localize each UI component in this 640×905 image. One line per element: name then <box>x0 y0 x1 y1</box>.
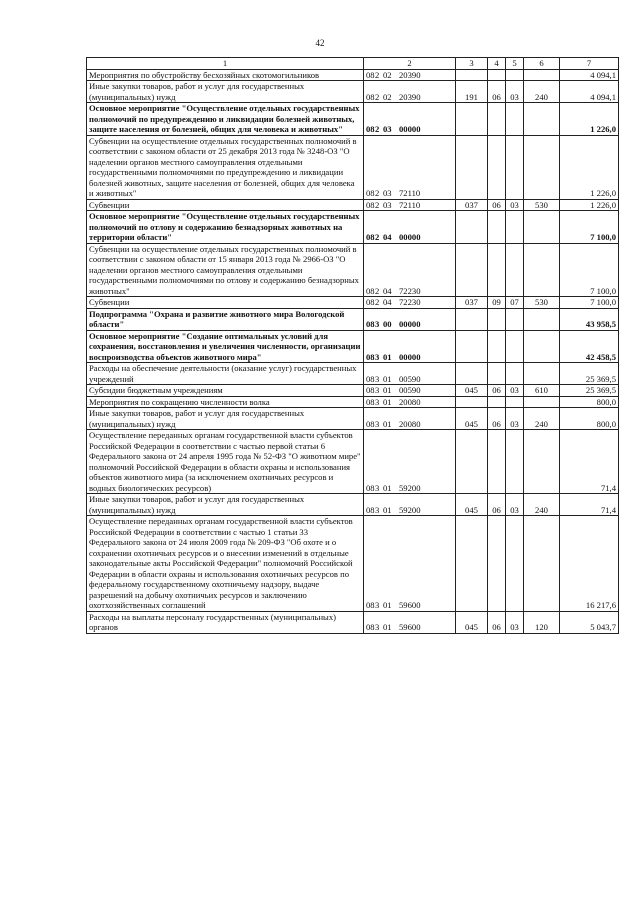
column-header: 5 <box>506 58 524 70</box>
row-code <box>364 211 456 244</box>
row-col5: 03 <box>506 385 524 397</box>
column-header: 6 <box>524 58 560 70</box>
code-part: 01 <box>383 622 392 632</box>
row-col3 <box>456 211 488 244</box>
row-col3 <box>456 430 488 494</box>
code-part: 00590 <box>399 373 421 384</box>
code-part: 01 <box>383 418 392 429</box>
code-part: 72230 <box>399 285 421 296</box>
row-name: Субвенции <box>87 297 364 309</box>
code-part: 2 <box>375 91 380 102</box>
row-col6 <box>524 430 560 494</box>
code-part: 3 <box>375 319 380 329</box>
code-part: 08 <box>366 418 375 429</box>
code-part: 3 <box>375 504 380 515</box>
row-col3 <box>456 135 488 199</box>
row-name: Основное мероприятие "Осуществление отдельных государственных полномочий по предупреждению и ликвидации болезней животных, защите населения от болезней, общих для человека и животных" <box>87 103 364 136</box>
row-name: Мероприятия по обустройству бесхозяйных скотомогильников <box>87 69 364 81</box>
column-header: 1 <box>87 58 364 70</box>
table-row <box>87 135 619 199</box>
row-col4 <box>488 430 506 494</box>
row-col3 <box>456 396 488 408</box>
code-part: 08 <box>366 124 375 134</box>
row-col3 <box>456 308 488 330</box>
row-col6: 240 <box>524 81 560 103</box>
row-col4: 06 <box>488 81 506 103</box>
row-amount: 1 226,0 <box>560 135 619 199</box>
row-col3 <box>456 69 488 81</box>
row-code <box>364 330 456 363</box>
row-col3 <box>456 516 488 612</box>
code-part: 2 <box>375 69 380 80</box>
row-col5: 03 <box>506 199 524 211</box>
row-col3 <box>456 363 488 385</box>
row-col6 <box>524 363 560 385</box>
code-part: 03 <box>383 199 392 210</box>
row-col3 <box>456 103 488 136</box>
code-part: 01 <box>383 351 392 362</box>
row-col4 <box>488 69 506 81</box>
code-part: 08 <box>366 622 375 632</box>
row-col3 <box>456 243 488 297</box>
table-row <box>87 211 619 244</box>
code-part: 08 <box>366 482 375 493</box>
code-part: 01 <box>383 373 392 384</box>
code-part: 03 <box>383 188 392 198</box>
row-code <box>364 611 456 633</box>
column-header: 2 <box>364 58 456 70</box>
code-part: 01 <box>383 385 392 395</box>
row-name: Расходы на обеспечение деятельности (оказание услуг) государственных учреждений <box>87 363 364 385</box>
row-name: Субвенции на осуществление отдельных государственных полномочий в соответствии с законом области от 15 января 2013 года № 2966-ОЗ "О наделении органов местного самоуправления отдельными государственными полномочиями по отлову и содержанию безнадзорных животных" <box>87 243 364 297</box>
row-col5: 03 <box>506 611 524 633</box>
row-col4 <box>488 363 506 385</box>
row-code <box>364 81 456 103</box>
row-amount: 43 958,5 <box>560 308 619 330</box>
code-part: 59200 <box>399 482 421 493</box>
row-name: Подпрограмма "Охрана и развитие животного мира Вологодской области" <box>87 308 364 330</box>
code-part: 72110 <box>399 199 421 210</box>
code-part: 3 <box>375 482 380 493</box>
code-part: 08 <box>366 385 375 395</box>
row-col5 <box>506 396 524 408</box>
row-name: Иные закупки товаров, работ и услуг для государственных (муниципальных) нужд <box>87 494 364 516</box>
code-part: 3 <box>375 600 380 610</box>
code-part: 08 <box>366 232 375 242</box>
code-part: 08 <box>366 91 375 102</box>
code-part: 2 <box>375 124 380 134</box>
budget-table <box>86 57 619 634</box>
table-row <box>87 69 619 81</box>
row-name: Субвенции <box>87 199 364 211</box>
row-col5: 03 <box>506 408 524 430</box>
row-amount: 7 100,0 <box>560 243 619 297</box>
code-part: 20390 <box>399 69 421 80</box>
row-col5: 03 <box>506 494 524 516</box>
code-part: 3 <box>375 418 380 429</box>
row-col4: 06 <box>488 199 506 211</box>
row-col4: 06 <box>488 494 506 516</box>
table-row <box>87 430 619 494</box>
row-code <box>364 308 456 330</box>
row-col6 <box>524 135 560 199</box>
code-part: 01 <box>383 504 392 515</box>
row-code <box>364 199 456 211</box>
code-part: 59600 <box>399 622 421 632</box>
code-part: 20390 <box>399 91 421 102</box>
row-amount: 16 217,6 <box>560 516 619 612</box>
row-col6 <box>524 211 560 244</box>
code-part: 08 <box>366 188 375 198</box>
table-row <box>87 243 619 297</box>
row-col6: 240 <box>524 494 560 516</box>
column-header: 4 <box>488 58 506 70</box>
row-col5: 07 <box>506 297 524 309</box>
row-amount: 71,4 <box>560 494 619 516</box>
code-part: 03 <box>383 124 392 134</box>
code-part: 00 <box>383 319 392 329</box>
code-part: 04 <box>383 285 392 296</box>
row-col6: 530 <box>524 199 560 211</box>
column-header: 7 <box>560 58 619 70</box>
row-amount: 42 458,5 <box>560 330 619 363</box>
row-col6 <box>524 103 560 136</box>
row-col5 <box>506 103 524 136</box>
row-col6: 530 <box>524 297 560 309</box>
row-name: Субвенции на осуществление отдельных государственных полномочий в соответствии с законом области от 25 декабря 2013 года № 3248-ОЗ "О наделении органов местного самоуправления отдельными государственными полномочиями по предупреждению и ликвидации болезней животных, защите населения от болезней, общих для человека и животных" <box>87 135 364 199</box>
header-row <box>87 58 619 70</box>
code-part: 08 <box>366 373 375 384</box>
row-col5 <box>506 135 524 199</box>
code-part: 08 <box>366 297 375 307</box>
code-part: 01 <box>383 600 392 610</box>
row-name: Субсидии бюджетным учреждениям <box>87 385 364 397</box>
code-part: 20080 <box>399 418 421 429</box>
row-amount: 25 369,5 <box>560 385 619 397</box>
table-row <box>87 363 619 385</box>
code-part: 08 <box>366 199 375 210</box>
row-amount: 1 226,0 <box>560 103 619 136</box>
row-col4 <box>488 135 506 199</box>
code-part: 20080 <box>399 396 421 407</box>
row-code <box>364 396 456 408</box>
row-col4 <box>488 103 506 136</box>
row-col3: 045 <box>456 494 488 516</box>
row-code <box>364 103 456 136</box>
row-col6 <box>524 330 560 363</box>
row-col6 <box>524 69 560 81</box>
table-row <box>87 330 619 363</box>
row-code <box>364 494 456 516</box>
table-row <box>87 297 619 309</box>
row-col5 <box>506 243 524 297</box>
row-name: Иные закупки товаров, работ и услуг для государственных (муниципальных) нужд <box>87 81 364 103</box>
code-part: 3 <box>375 385 380 395</box>
table-row <box>87 611 619 633</box>
row-col5 <box>506 211 524 244</box>
code-part: 3 <box>375 622 380 632</box>
row-name: Осуществление переданных органам государственной власти субъектов Российской Федерации в соответствии с частью 1 статьи 33 Федерального закона от 24 июля 2009 года № 209-ФЗ "Об охоте и о сохранении охотничьих ресурсов и о внесении изменений в отдельные законодательные акты Российской Федерации" полномочий Российской Федерации в области охраны и использования охотничьих ресурсов по федеральному государственному охотничьему надзору, выдаче разрешений на добычу охотничьих ресурсов и заключению охотхозяйственных соглашений <box>87 516 364 612</box>
code-part: 08 <box>366 504 375 515</box>
row-col3: 191 <box>456 81 488 103</box>
row-col4 <box>488 330 506 363</box>
code-part: 01 <box>383 482 392 493</box>
code-part: 00000 <box>399 232 421 242</box>
table-row <box>87 103 619 136</box>
row-col4: 09 <box>488 297 506 309</box>
row-col4 <box>488 243 506 297</box>
row-amount: 25 369,5 <box>560 363 619 385</box>
row-amount: 71,4 <box>560 430 619 494</box>
row-code <box>364 297 456 309</box>
row-name: Иные закупки товаров, работ и услуг для государственных (муниципальных) нужд <box>87 408 364 430</box>
column-header: 3 <box>456 58 488 70</box>
row-amount: 4 094,1 <box>560 69 619 81</box>
row-col3 <box>456 330 488 363</box>
code-part: 2 <box>375 285 380 296</box>
code-part: 3 <box>375 351 380 362</box>
row-col4 <box>488 516 506 612</box>
row-col3: 037 <box>456 297 488 309</box>
row-col3: 037 <box>456 199 488 211</box>
row-name: Основное мероприятие "Осуществление отдельных государственных полномочий по отлову и содержанию безнадзорных животных на территории области" <box>87 211 364 244</box>
row-name: Осуществление переданных органам государственной власти субъектов Российской Федерации в соответствии с частью первой статьи 6 Федерального закона от 24 апреля 1995 года № 52-ФЗ "О животном мире" полномочий Российской Федерации в области охраны и использования объектов животного мира (за исключением охотничьих ресурсов и водных биологических ресурсов) <box>87 430 364 494</box>
page-number: 42 <box>315 38 325 48</box>
code-part: 3 <box>375 396 380 407</box>
code-part: 08 <box>366 396 375 407</box>
row-col4 <box>488 211 506 244</box>
code-part: 02 <box>383 91 392 102</box>
code-part: 00000 <box>399 124 421 134</box>
code-part: 08 <box>366 285 375 296</box>
code-part: 72230 <box>399 297 421 307</box>
code-part: 3 <box>375 373 380 384</box>
row-amount: 5 043,7 <box>560 611 619 633</box>
table-body <box>87 58 619 634</box>
row-col4 <box>488 396 506 408</box>
code-part: 00000 <box>399 351 421 362</box>
row-col6: 240 <box>524 408 560 430</box>
code-part: 00590 <box>399 385 421 395</box>
row-col4 <box>488 308 506 330</box>
row-col3: 045 <box>456 385 488 397</box>
code-part: 02 <box>383 69 392 80</box>
row-col4: 06 <box>488 408 506 430</box>
row-col6: 120 <box>524 611 560 633</box>
table-row <box>87 199 619 211</box>
code-part: 72110 <box>399 188 421 198</box>
code-part: 04 <box>383 297 392 307</box>
code-part: 2 <box>375 199 380 210</box>
row-amount: 800,0 <box>560 408 619 430</box>
code-part: 08 <box>366 600 375 610</box>
code-part: 2 <box>375 232 380 242</box>
row-col6 <box>524 243 560 297</box>
row-code <box>364 363 456 385</box>
row-col4: 06 <box>488 385 506 397</box>
row-name: Расходы на выплаты персоналу государственных (муниципальных) органов <box>87 611 364 633</box>
row-col3: 045 <box>456 611 488 633</box>
row-amount: 7 100,0 <box>560 211 619 244</box>
code-part: 00000 <box>399 319 421 329</box>
row-col5 <box>506 430 524 494</box>
row-amount: 1 226,0 <box>560 199 619 211</box>
table-row <box>87 385 619 397</box>
code-part: 01 <box>383 396 392 407</box>
row-amount: 7 100,0 <box>560 297 619 309</box>
code-part: 59200 <box>399 504 421 515</box>
table-row <box>87 308 619 330</box>
row-col5 <box>506 69 524 81</box>
row-col6 <box>524 516 560 612</box>
row-name: Основное мероприятие "Создание оптимальных условий для сохранения, восстановления и увеличения численности, организации воспроизводства объектов животного мира" <box>87 330 364 363</box>
row-code <box>364 135 456 199</box>
row-col3: 045 <box>456 408 488 430</box>
code-part: 08 <box>366 69 375 80</box>
table-row <box>87 494 619 516</box>
table-row <box>87 516 619 612</box>
row-code <box>364 516 456 612</box>
row-code <box>364 385 456 397</box>
table-row <box>87 408 619 430</box>
row-code <box>364 408 456 430</box>
code-part: 08 <box>366 319 375 329</box>
row-col5 <box>506 363 524 385</box>
row-col6 <box>524 396 560 408</box>
code-part: 59600 <box>399 600 421 610</box>
table-row <box>87 396 619 408</box>
row-col4: 06 <box>488 611 506 633</box>
code-part: 08 <box>366 351 375 362</box>
code-part: 2 <box>375 297 380 307</box>
row-amount: 4 094,1 <box>560 81 619 103</box>
row-col6: 610 <box>524 385 560 397</box>
row-col5 <box>506 516 524 612</box>
code-part: 2 <box>375 188 380 198</box>
row-code <box>364 243 456 297</box>
row-col5: 03 <box>506 81 524 103</box>
row-code <box>364 69 456 81</box>
row-name: Мероприятия по сокращению численности волка <box>87 396 364 408</box>
row-amount: 800,0 <box>560 396 619 408</box>
row-col6 <box>524 308 560 330</box>
row-col5 <box>506 308 524 330</box>
table-row <box>87 81 619 103</box>
code-part: 04 <box>383 232 392 242</box>
row-col5 <box>506 330 524 363</box>
row-code <box>364 430 456 494</box>
